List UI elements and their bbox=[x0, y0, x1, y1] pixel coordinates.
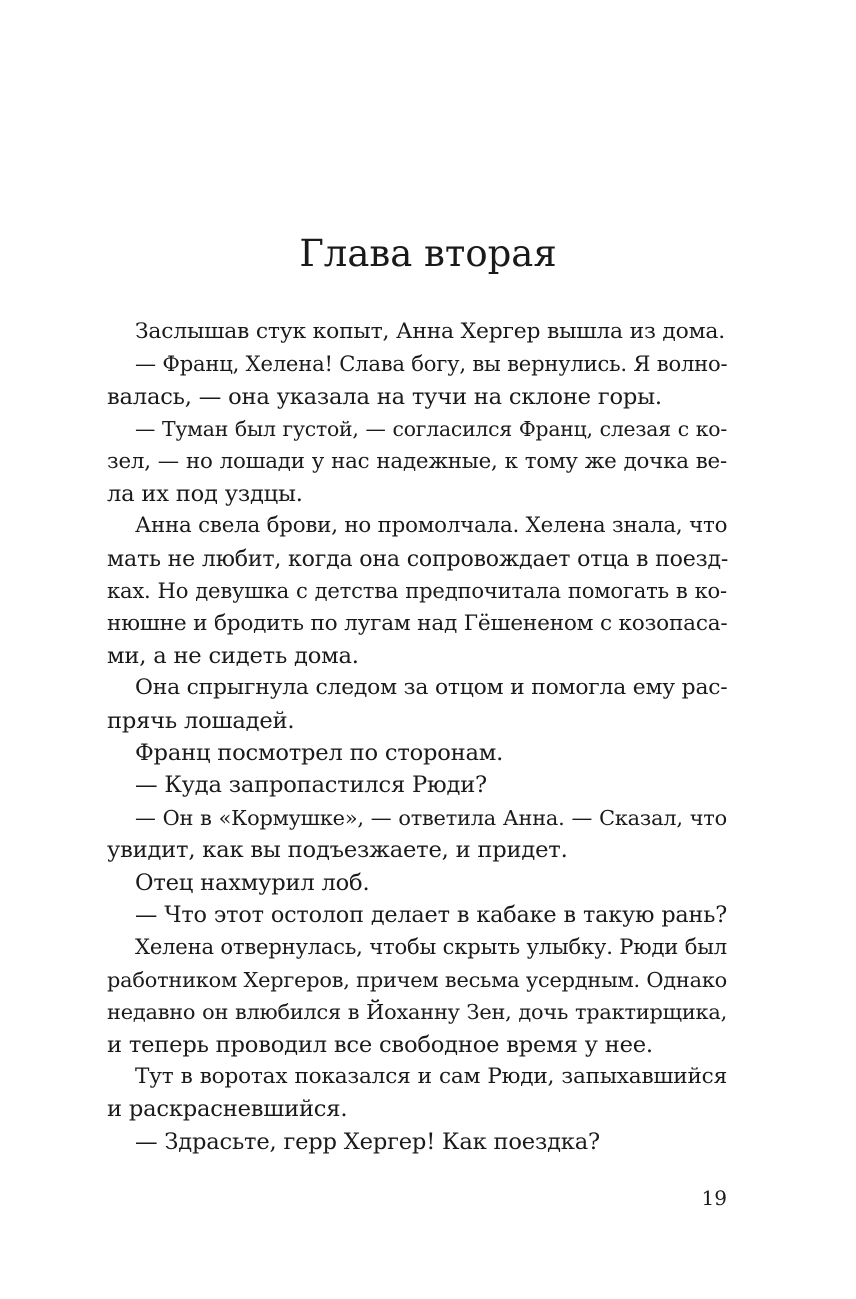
text-line: Хелена отвернулась, чтобы скрыть улыбку. Рюди был bbox=[135, 934, 727, 960]
text-line: Анна свела брови, но промолчала. Хелена знала, что bbox=[135, 513, 728, 539]
text-line: и теперь проводил все свободное время у нее. bbox=[107, 1031, 653, 1058]
chapter-title: Глава вторая bbox=[299, 232, 557, 275]
text-line: работником Хергеров, причем весьма усердным. Однако bbox=[107, 967, 727, 992]
text-line: — Он в «Кормушке», — ответила Анна. — Сказал, что bbox=[135, 805, 727, 830]
text-line: ла их под уздцы. bbox=[107, 480, 303, 507]
text-line: — Здрасьте, герр Хергер! Как поездка? bbox=[135, 1128, 600, 1155]
text-line: прячь лошадей. bbox=[107, 707, 295, 734]
text-line: нюшне и бродить по лугам над Гёшененом с козопаса- bbox=[107, 610, 728, 636]
text-line: Отец нахмурил лоб. bbox=[135, 869, 370, 896]
text-line: и раскрасневшийся. bbox=[107, 1096, 348, 1123]
text-line: ми, а не сидеть дома. bbox=[107, 642, 359, 669]
text-line: зел, — но лошади у нас надежные, к тому же дочка ве- bbox=[107, 448, 727, 474]
text-line: Заслышав стук копыт, Анна Хергер вышла из дома. bbox=[135, 319, 725, 344]
text-line: — Куда запропастился Рюди? bbox=[135, 772, 487, 799]
text-line: валась, — она указала на тучи на склоне горы. bbox=[107, 383, 662, 410]
text-line: увидит, как вы подъезжаете, и придет. bbox=[107, 837, 568, 864]
text-line: — Туман был густой, — согласился Франц, слезая с ко- bbox=[135, 417, 727, 442]
text-line: Тут в воротах показался и сам Рюди, запыхавшийся bbox=[135, 1063, 727, 1089]
page-number: 19 bbox=[701, 1186, 727, 1210]
text-line: Франц посмотрел по сторонам. bbox=[135, 740, 504, 767]
text-line: Она спрыгнула следом за отцом и помогла ему рас- bbox=[135, 675, 728, 701]
text-line: ках. Но девушка с детства предпочитала помогать в ко- bbox=[107, 578, 727, 604]
text-line: мать не любит, когда она сопровождает отца в поезд- bbox=[107, 545, 729, 572]
text-line: — Франц, Хелена! Слава богу, вы вернулись. Я волно- bbox=[135, 351, 728, 377]
body-text bbox=[107, 316, 727, 1158]
text-line: недавно он влюбился в Йоханну Зен, дочь трактирщика, bbox=[107, 1000, 727, 1025]
text-line: — Что этот остолоп делает в кабаке в такую рань? bbox=[135, 902, 727, 929]
